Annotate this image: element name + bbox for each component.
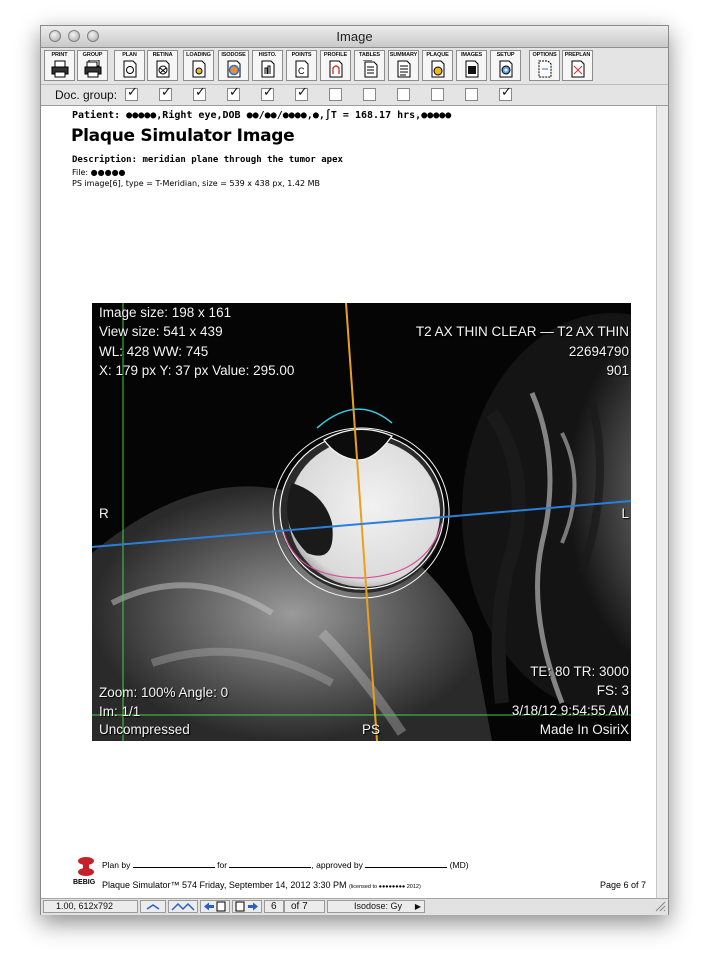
points-button[interactable] xyxy=(286,50,317,81)
version-text: Plaque Simulator™ 574 Friday, September 14, 2012 3:30 PM xyxy=(102,880,347,890)
zoom-out-button[interactable] xyxy=(168,900,198,913)
overlay-ps-marker: PS xyxy=(362,722,381,737)
mri-image-view[interactable] xyxy=(92,303,631,741)
page-title: Plaque Simulator Image xyxy=(71,126,295,146)
for-blank xyxy=(229,859,311,868)
setup-button-label: SETUP xyxy=(496,52,515,58)
plan-button-label: PLAN xyxy=(122,52,137,58)
plaque-button-label: PLAQUE xyxy=(426,52,449,58)
preplan-icon xyxy=(569,60,587,78)
checkmark-icon: ✓ xyxy=(501,85,512,100)
doc-group-checkbox-4[interactable] xyxy=(227,85,240,101)
retina-button[interactable] xyxy=(147,50,178,81)
approved-by-label: , approved by xyxy=(311,860,363,870)
md-label: (MD) xyxy=(449,860,469,870)
overlay-left-marker: L xyxy=(621,506,629,521)
overlay-compression: Uncompressed xyxy=(99,722,190,737)
for-label: for xyxy=(217,860,228,870)
doc-group-checkbox-5[interactable] xyxy=(261,85,274,101)
overlay-te-tr: TE: 80 TR: 3000 xyxy=(530,664,629,679)
overlay-id: 22694790 xyxy=(568,344,629,359)
overlay-series: T2 AX THIN CLEAR — T2 AX THIN xyxy=(415,324,629,339)
next-page-icon xyxy=(233,901,261,912)
doc-group-checkbox-8[interactable] xyxy=(363,88,376,101)
ps-image-info: PS image[6], type = T-Meridian, size = 539 x 438 px, 1.42 MB xyxy=(72,179,321,188)
tables-icon xyxy=(361,60,379,78)
mountain-small-icon xyxy=(141,901,165,912)
images-button-label: IMAGES xyxy=(460,52,483,58)
loading-icon xyxy=(190,60,208,78)
prev-page-button[interactable] xyxy=(200,900,230,913)
isodose-icon xyxy=(225,60,243,78)
histo-button-label: HISTO. xyxy=(258,52,277,58)
doc-group-checkbox-2[interactable] xyxy=(159,85,172,101)
plan-document-icon xyxy=(121,60,139,78)
overlay-view-size: View size: 541 x 439 xyxy=(99,324,223,339)
group-button-label: GROUP xyxy=(82,52,103,58)
points-icon xyxy=(293,60,311,78)
isodose-button[interactable] xyxy=(218,50,249,81)
overlay-fs: FS: 3 xyxy=(596,683,629,698)
doc-group-checkbox-9[interactable] xyxy=(397,88,410,101)
page-of-label: of 7 xyxy=(284,900,325,913)
page-input[interactable]: 6 xyxy=(264,900,284,913)
bebig-brand: BEBIG xyxy=(73,879,96,886)
checkmark-icon: ✓ xyxy=(161,85,172,100)
print-button-label: PRINT xyxy=(51,52,68,58)
page-footer xyxy=(41,854,656,898)
overlay-wl-ww: WL: 428 WW: 745 xyxy=(99,344,209,359)
images-button[interactable] xyxy=(456,50,487,81)
setup-icon xyxy=(497,60,515,78)
file-line: File: ●●●●● xyxy=(72,168,126,177)
doc-group-checkbox-12[interactable] xyxy=(499,85,512,101)
license-text: (licensed to ●●●●●●●● 2012) xyxy=(348,884,421,890)
overlay-right-marker: R xyxy=(99,506,109,521)
plan-button[interactable] xyxy=(114,50,145,81)
plan-by-label: Plan by xyxy=(102,860,131,870)
overlay-made-in: Made In OsiriX xyxy=(539,722,629,737)
summary-button-label: SUMMARY xyxy=(389,52,418,58)
version-line xyxy=(102,880,421,890)
checkmark-icon: ✓ xyxy=(195,85,206,100)
title-bar[interactable] xyxy=(41,26,668,48)
plaque-icon xyxy=(429,60,447,78)
approved-by-blank xyxy=(365,859,447,868)
overlay-cursor-value: X: 179 px Y: 37 px Value: 295.00 xyxy=(99,363,295,378)
tables-button[interactable] xyxy=(354,50,385,81)
doc-group-checkbox-6[interactable] xyxy=(295,85,308,101)
next-page-button[interactable] xyxy=(232,900,262,913)
retina-icon xyxy=(154,60,172,78)
patient-line: Patient: ●●●●●,Right eye,DOB ●●/●●/●●●●,●,∫T = 168.17 hrs,●●●●● xyxy=(72,110,452,121)
plan-by-blank xyxy=(133,859,215,868)
resize-grip-icon[interactable] xyxy=(655,901,666,912)
svg-text:C: C xyxy=(298,66,305,76)
histogram-button[interactable] xyxy=(252,50,283,81)
description-line: Description: meridian plane through the tumor apex xyxy=(72,155,343,165)
histogram-icon xyxy=(259,60,277,78)
preplan-button[interactable] xyxy=(562,50,593,81)
options-icon xyxy=(536,60,554,78)
print-button[interactable] xyxy=(44,50,75,81)
tables-button-label: TABLES xyxy=(359,52,380,58)
checkmark-icon: ✓ xyxy=(229,85,240,100)
preplan-button-label: PREPLAN xyxy=(564,52,591,58)
isodose-unit-select[interactable] xyxy=(327,900,425,913)
points-button-label: POINTS xyxy=(291,52,312,58)
status-bar xyxy=(41,898,668,915)
options-button-label: OPTIONS xyxy=(532,52,557,58)
document-page xyxy=(41,106,656,898)
loading-button-label: LOADING xyxy=(186,52,211,58)
printer-group-icon xyxy=(84,60,102,78)
profile-button-label: PROFILE xyxy=(323,52,348,58)
profile-button[interactable] xyxy=(320,50,351,81)
doc-group-checkbox-10[interactable] xyxy=(431,88,444,101)
options-button[interactable] xyxy=(529,50,560,81)
doc-group-label: Doc. group: xyxy=(55,88,118,102)
checkmark-icon: ✓ xyxy=(263,85,274,100)
doc-group-checkbox-7[interactable] xyxy=(329,88,342,101)
images-icon xyxy=(463,60,481,78)
doc-group-bar xyxy=(41,85,668,106)
overlay-datetime: 3/18/12 9:54:55 AM xyxy=(511,703,629,718)
isodose-button-label: ISODOSE xyxy=(221,52,246,58)
overlay-im: Im: 1/1 xyxy=(99,704,141,719)
setup-button[interactable] xyxy=(490,50,521,81)
mountain-large-icon xyxy=(169,901,197,912)
doc-group-checkbox-1[interactable] xyxy=(125,85,138,101)
group-print-button[interactable] xyxy=(77,50,108,81)
window-title: Image xyxy=(336,29,373,44)
plan-by-line xyxy=(102,859,469,870)
doc-group-checkbox-11[interactable] xyxy=(465,88,478,101)
summary-button[interactable] xyxy=(388,50,419,81)
overlay-number: 901 xyxy=(606,363,629,378)
overlay-image-size: Image size: 198 x 161 xyxy=(99,305,232,320)
overlay-zoom-angle: Zoom: 100% Angle: 0 xyxy=(99,685,229,700)
printer-icon xyxy=(51,60,69,78)
checkmark-icon: ✓ xyxy=(297,85,308,100)
popup-arrow-icon: ▶ xyxy=(414,902,421,911)
checkmark-icon: ✓ xyxy=(127,85,138,100)
zoom-status: 1.00, 612x792 xyxy=(43,900,138,913)
doc-group-checkbox-3[interactable] xyxy=(193,85,206,101)
plaque-button[interactable] xyxy=(422,50,453,81)
page-number: Page 6 of 7 xyxy=(599,880,646,890)
isodose-unit-value: Isodose: Gy xyxy=(354,901,403,911)
bebig-logo-icon xyxy=(76,856,96,878)
profile-icon xyxy=(327,60,345,78)
retina-button-label: RETINA xyxy=(152,52,173,58)
loading-button[interactable] xyxy=(183,50,214,81)
zoom-in-button[interactable] xyxy=(140,900,166,913)
toolbar xyxy=(41,48,668,85)
prev-page-icon xyxy=(201,901,229,912)
image-window xyxy=(40,25,669,915)
summary-icon xyxy=(395,60,413,78)
vertical-scrollbar[interactable] xyxy=(656,106,668,898)
